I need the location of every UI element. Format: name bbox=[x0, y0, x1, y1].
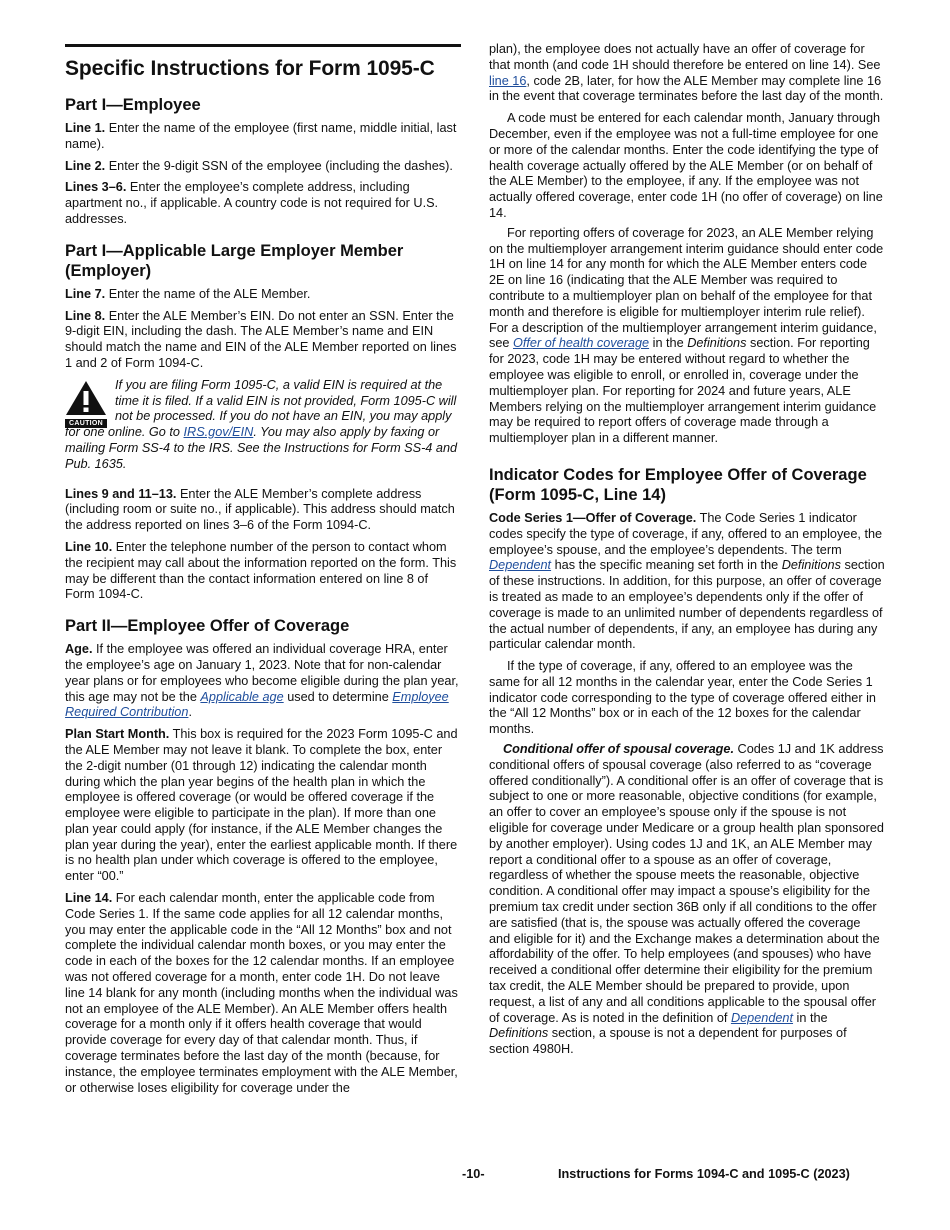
caution-text-1: If you are filing Form 1095-C, a valid EIN is required at the time it is filed. If a valid EIN is not provided, Form 1095-C will not be processed. If you do not have an EIN, you may apply for one online. Go to bbox=[65, 377, 457, 440]
dependent-link-1[interactable]: Dependent bbox=[489, 558, 552, 573]
lead-lines3-6: Lines 3–6. bbox=[65, 180, 127, 195]
lead-code-series-1: Code Series 1—Offer of Coverage. bbox=[489, 510, 697, 525]
dependent-link-2[interactable]: Dependent bbox=[730, 1010, 794, 1025]
para-line14 bbox=[65, 891, 461, 1096]
text-series1-1: The Code Series 1 indicator codes specify the type of coverage, if any, offered to an employee, the employee’s spouse, and the employee’s dependents. The term bbox=[489, 510, 883, 557]
para-conditional-offer bbox=[489, 742, 885, 1058]
para-line7 bbox=[65, 287, 461, 303]
text-series1-2: has the specific meaning set forth in the bbox=[551, 558, 782, 573]
text-age-1: If the employee was offered an individual coverage HRA, enter the employee’s age on January 1, 2023. Note that for non-calendar year plans or for employees who become eligible during the plan year, this age may not be the bbox=[65, 642, 459, 704]
text-lines3-6: Enter the employee’s complete address, including apartment no., if applicable. A country code is not required for U.S. addresses. bbox=[65, 180, 439, 226]
para-line8 bbox=[65, 309, 461, 372]
text-cont-1: plan), the employee does not actually have an offer of coverage for that month (and code 1H should therefore be entered on line 14). See bbox=[489, 42, 881, 72]
text-multi-2: in the bbox=[649, 336, 688, 351]
caution-label: CAUTION bbox=[65, 419, 107, 428]
text-cond-2: in the bbox=[793, 1010, 828, 1025]
text-series1-3: section of these instructions. In addition, for this purpose, an offer of coverage is treated as made to an employee’s dependents only if the offer of coverage is made to an unlimited number of dependents regardless of the actual number of dependents, if any, an employee has during any particular calendar month. bbox=[489, 558, 885, 652]
lead-line1: Line 1. bbox=[65, 121, 106, 135]
text-lines9-13: Enter the ALE Member’s complete address (including room or suite no., if applicable). This address should match the address reported on lines 3–6 of the Form 1094-C. bbox=[65, 486, 455, 533]
lead-plan-start-month: Plan Start Month. bbox=[65, 727, 170, 742]
text-cond-1: Codes 1J and 1K address conditional offers of spousal coverage (also referred to as “coverage offered conditionally”). A conditional offer is an offer of coverage that is subject to one or more reasonable, objective conditions (for example, an offer to cover an employee’s spouse only if the spouse is not eligible for coverage under Medicare or a group health plan sponsored by another employer). Using codes 1J and 1K, an ALE Member may report a conditional offer to a spouse as an offer of coverage, regardless of whether the spouse meets the reasonable, objective condition. A conditional offer may impact a spouse’s eligibility for the premium tax credit under section 36B only if all conditions to the offer are satisfied (that is, the spouse was actually offered the coverage and eligible for it) and the Exchange makes a determination about the affordability of the offer. To help employees (and spouses) who have received a conditional offer determine their eligibility for the premium tax credit, the ALE Member should be prepared to provide, upon request, a list of any and all conditions applicable to the spousal offer of coverage. As is noted in the definition of bbox=[489, 742, 884, 1025]
page-title: Specific Instructions for Form 1095-C bbox=[65, 57, 435, 80]
para-line1 bbox=[65, 121, 461, 153]
para-same-12-months: If the type of coverage, if any, offered to an employee was the same for all 12 months in the calendar year, enter the Code Series 1 indicator code corresponding to the type of coverage offered either in the “All 12 Months” box or in each of the 12 boxes for the calendar months. bbox=[489, 659, 876, 737]
lead-line2: Line 2. bbox=[65, 158, 106, 173]
text-cont-2: , code 2B, later, for how the ALE Member may complete line 16 in the event that coverage terminates before the last day of the month. bbox=[489, 73, 884, 104]
para-code-each-month: A code must be entered for each calendar month, January through December, even if the employee was not a full-time employee for one or more of the calendar months. Enter the code identifying the type of health coverage actually offered by the ALE Member (or on behalf of the ALE Member) to the employee, if any. If the employee was not actually offered coverage, enter code 1H (no offer of coverage) on line 14. bbox=[489, 111, 883, 220]
top-rule bbox=[65, 44, 461, 47]
warning-triangle-icon bbox=[65, 380, 107, 416]
para-lines3-6 bbox=[65, 180, 461, 227]
heading-part1-employer: Part I—Applicable Large Employer Member (Employer) bbox=[65, 241, 404, 280]
text-line10: Enter the telephone number of the person to contact whom the recipient may call about the information reported on the form. This may be different than the contact information entered on line 8 of Form 1094-C. bbox=[65, 539, 457, 602]
lead-age: Age. bbox=[65, 642, 93, 657]
text-line7: Enter the name of the ALE Member. bbox=[108, 286, 311, 301]
para-line2 bbox=[65, 159, 461, 175]
text-line8: Enter the ALE Member’s EIN. Do not enter an SSN. Enter the 9-digit EIN, including the dash. The ALE Member’s name and EIN should match the name and EIN of the ALE Member reported on lines 1 and 2 of Form 1094-C. bbox=[65, 308, 457, 370]
text-line1: Enter the name of the employee (first name, middle initial, last name). bbox=[65, 121, 457, 151]
text-multi-3: section. For reporting for 2023, code 1H may be entered without regard to whether the employee was eligible to enroll, or enrolled in, coverage under the multiemployer plan. For reporting for 2024 and future years, ALE Members relying on the multiemployer arrangement interim guidance may be required to report offers of coverage made through a multiemployer plan in a different manner. bbox=[489, 336, 877, 446]
offer-of-health-coverage-link[interactable]: Offer of health coverage bbox=[512, 336, 650, 351]
employee-required-contribution-link[interactable]: Employee Required Contribution bbox=[65, 689, 449, 720]
em-definitions-1: Definitions bbox=[687, 336, 747, 351]
heading-indicator-codes: Indicator Codes for Employee Offer of Coverage (Form 1095-C, Line 14) bbox=[489, 465, 867, 504]
heading-part1-employee: Part I—Employee bbox=[65, 96, 201, 114]
lead-line8: Line 8. bbox=[65, 308, 106, 323]
text-line14: For each calendar month, enter the applicable code from Code Series 1. If the same code applies for all 12 calendar months, you may enter the applicable code in the “All 12 Months” box and not complete the individual calendar month boxes, or you may enter the code in each of the boxes for the 12 calendar months. If an employee was not offered coverage for a month, enter code 1H. Do not leave line 14 blank for any month (including months when the individual was not an employee of the ALE Member). An ALE Member offers health coverage for a month only if it offers health coverage that would provide coverage for every day of that calendar month. Thus, if coverage terminates before the last day of the month (because, for instance, the employee terminates employment with the ALE Member, or otherwise loses eligibility for coverage under the bbox=[65, 891, 458, 1095]
text-age-3: . bbox=[188, 705, 192, 720]
caution-text-2: . You may also apply by faxing or mailing Form SS-4 to the IRS. See the Instructions for Form SS-4 and Pub. 1635. bbox=[65, 425, 458, 471]
caution-box bbox=[65, 378, 461, 473]
para-line10 bbox=[65, 540, 461, 603]
para-plan-start-month bbox=[65, 727, 461, 885]
text-age-2: used to determine bbox=[283, 689, 393, 704]
em-definitions-3: Definitions bbox=[489, 1026, 549, 1041]
lead-line14: Line 14. bbox=[65, 891, 113, 906]
page-number: -10- bbox=[462, 1167, 485, 1181]
para-continued bbox=[489, 42, 885, 105]
lead-line10: Line 10. bbox=[65, 539, 113, 554]
lead-conditional-offer: Conditional offer of spousal coverage. bbox=[503, 742, 734, 757]
lead-lines9-13: Lines 9 and 11–13. bbox=[65, 486, 177, 501]
footer-doc-title: Instructions for Forms 1094-C and 1095-C (2023) bbox=[558, 1167, 850, 1181]
irs-ein-link[interactable]: IRS.gov/EIN bbox=[183, 425, 254, 440]
para-code-series-1 bbox=[489, 511, 885, 653]
text-multi-1: For reporting offers of coverage for 2023, an ALE Member relying on the multiemployer arrangement interim guidance should enter code 1H on line 14 for any month for which the ALE Member enters code 2E on line 16 (indicating that the ALE Member was required to contribute to a multiemployer plan on behalf of the employee for that month and therefore is eligible for multiemployer interim rule relief). For a description of the multiemployer arrangement interim guidance, see bbox=[489, 225, 884, 351]
line16-link[interactable]: line 16 bbox=[489, 73, 527, 88]
text-plan-start-month: This box is required for the 2023 Form 1095-C and the ALE Member may not leave it blank. To complete the box, enter the 2-digit number (01 through 12) indicating the calendar month during which the plan year begins of the health plan in which the employee is offered coverage (or would be offered coverage if the employee were eligible to participate in the plan). If more than one plan year could apply (for instance, if the ALE Member changes the plan year during the year), enter the earliest applicable month. If there is no health plan under which coverage is offered to the employee, enter “00.” bbox=[65, 727, 458, 884]
heading-part2: Part II—Employee Offer of Coverage bbox=[65, 617, 350, 636]
para-multiemployer bbox=[489, 226, 885, 447]
em-definitions-2: Definitions bbox=[781, 558, 841, 573]
right-column bbox=[489, 42, 885, 1062]
applicable-age-link[interactable]: Applicable age bbox=[200, 689, 284, 704]
left-column bbox=[65, 42, 461, 1102]
text-line2: Enter the 9-digit SSN of the employee (including the dashes). bbox=[108, 158, 453, 173]
text-cond-3: section, a spouse is not a dependent for purposes of section 4980H. bbox=[489, 1026, 847, 1057]
lead-line7: Line 7. bbox=[65, 286, 106, 301]
para-lines9-13 bbox=[65, 487, 461, 534]
para-age bbox=[65, 642, 461, 721]
caution-icon bbox=[65, 380, 107, 427]
